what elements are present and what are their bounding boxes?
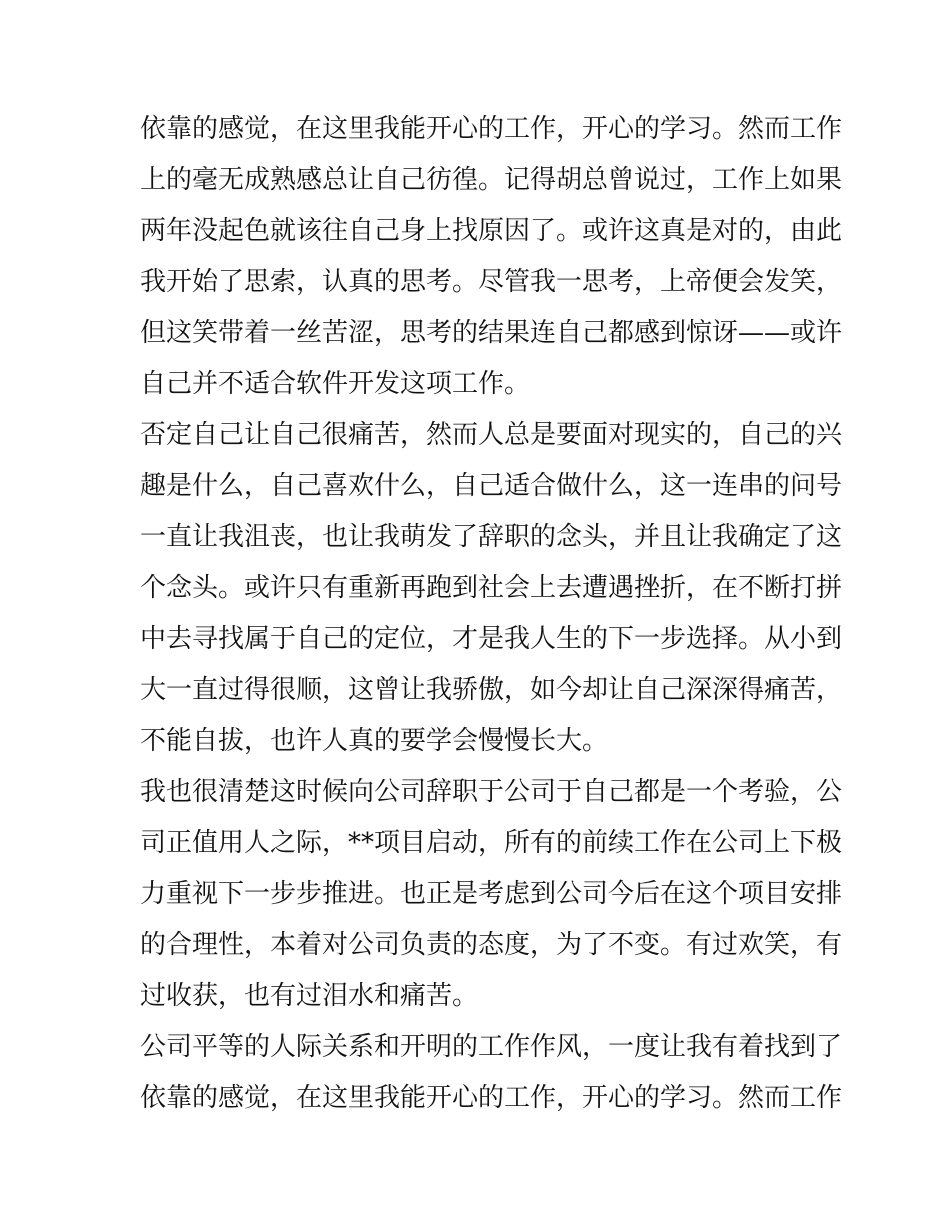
text-line: 大一直过得很顺，这曾让我骄傲，如今却让自己深深得痛苦， bbox=[140, 675, 843, 705]
paragraph-4 bbox=[140, 1022, 843, 1124]
text-line: 依靠的感觉，在这里我能开心的工作，开心的学习。然而工作 bbox=[140, 114, 843, 144]
text-line: 中去寻找属于自己的定位，才是我人生的下一步选择。从小到 bbox=[140, 624, 843, 654]
text-line: 我也很清楚这时候向公司辞职于公司于自己都是一个考验，公 bbox=[140, 777, 843, 807]
text-line: 的合理性，本着对公司负责的态度，为了不变。有过欢笑，有 bbox=[140, 930, 843, 960]
text-line: 趣是什么，自己喜欢什么，自己适合做什么，这一连串的问号 bbox=[140, 471, 843, 501]
document-body bbox=[140, 104, 843, 1124]
text-line: 力重视下一步步推进。也正是考虑到公司今后在这个项目安排 bbox=[140, 879, 843, 909]
text-line: 不能自拔，也许人真的要学会慢慢长大。 bbox=[140, 726, 609, 756]
paragraph-3 bbox=[140, 767, 843, 1022]
text-line: 上的毫无成熟感总让自己彷徨。记得胡总曾说过，工作上如果 bbox=[140, 165, 843, 195]
text-line: 一直让我沮丧，也让我萌发了辞职的念头，并且让我确定了这 bbox=[140, 522, 843, 552]
text-line: 个念头。或许只有重新再跑到社会上去遭遇挫折，在不断打拼 bbox=[140, 573, 843, 603]
text-line: 自己并不适合软件开发这项工作。 bbox=[140, 369, 531, 399]
text-line: 公司平等的人际关系和开明的工作作风，一度让我有着找到了 bbox=[140, 1032, 843, 1062]
text-line: 我开始了思索，认真的思考。尽管我一思考，上帝便会发笑， bbox=[140, 267, 843, 297]
text-line: 否定自己让自己很痛苦，然而人总是要面对现实的，自己的兴 bbox=[140, 420, 843, 450]
text-line: 依靠的感觉，在这里我能开心的工作，开心的学习。然而工作 bbox=[140, 1083, 843, 1113]
paragraph-2 bbox=[140, 410, 843, 767]
text-line: 司正值用人之际，**项目启动，所有的前续工作在公司上下极 bbox=[140, 828, 843, 858]
paragraph-1 bbox=[140, 104, 843, 410]
text-line: 过收获，也有过泪水和痛苦。 bbox=[140, 981, 479, 1011]
text-line: 两年没起色就该往自己身上找原因了。或许这真是对的，由此 bbox=[140, 216, 843, 246]
text-line: 但这笑带着一丝苦涩，思考的结果连自己都感到惊讶——或许 bbox=[140, 318, 843, 348]
